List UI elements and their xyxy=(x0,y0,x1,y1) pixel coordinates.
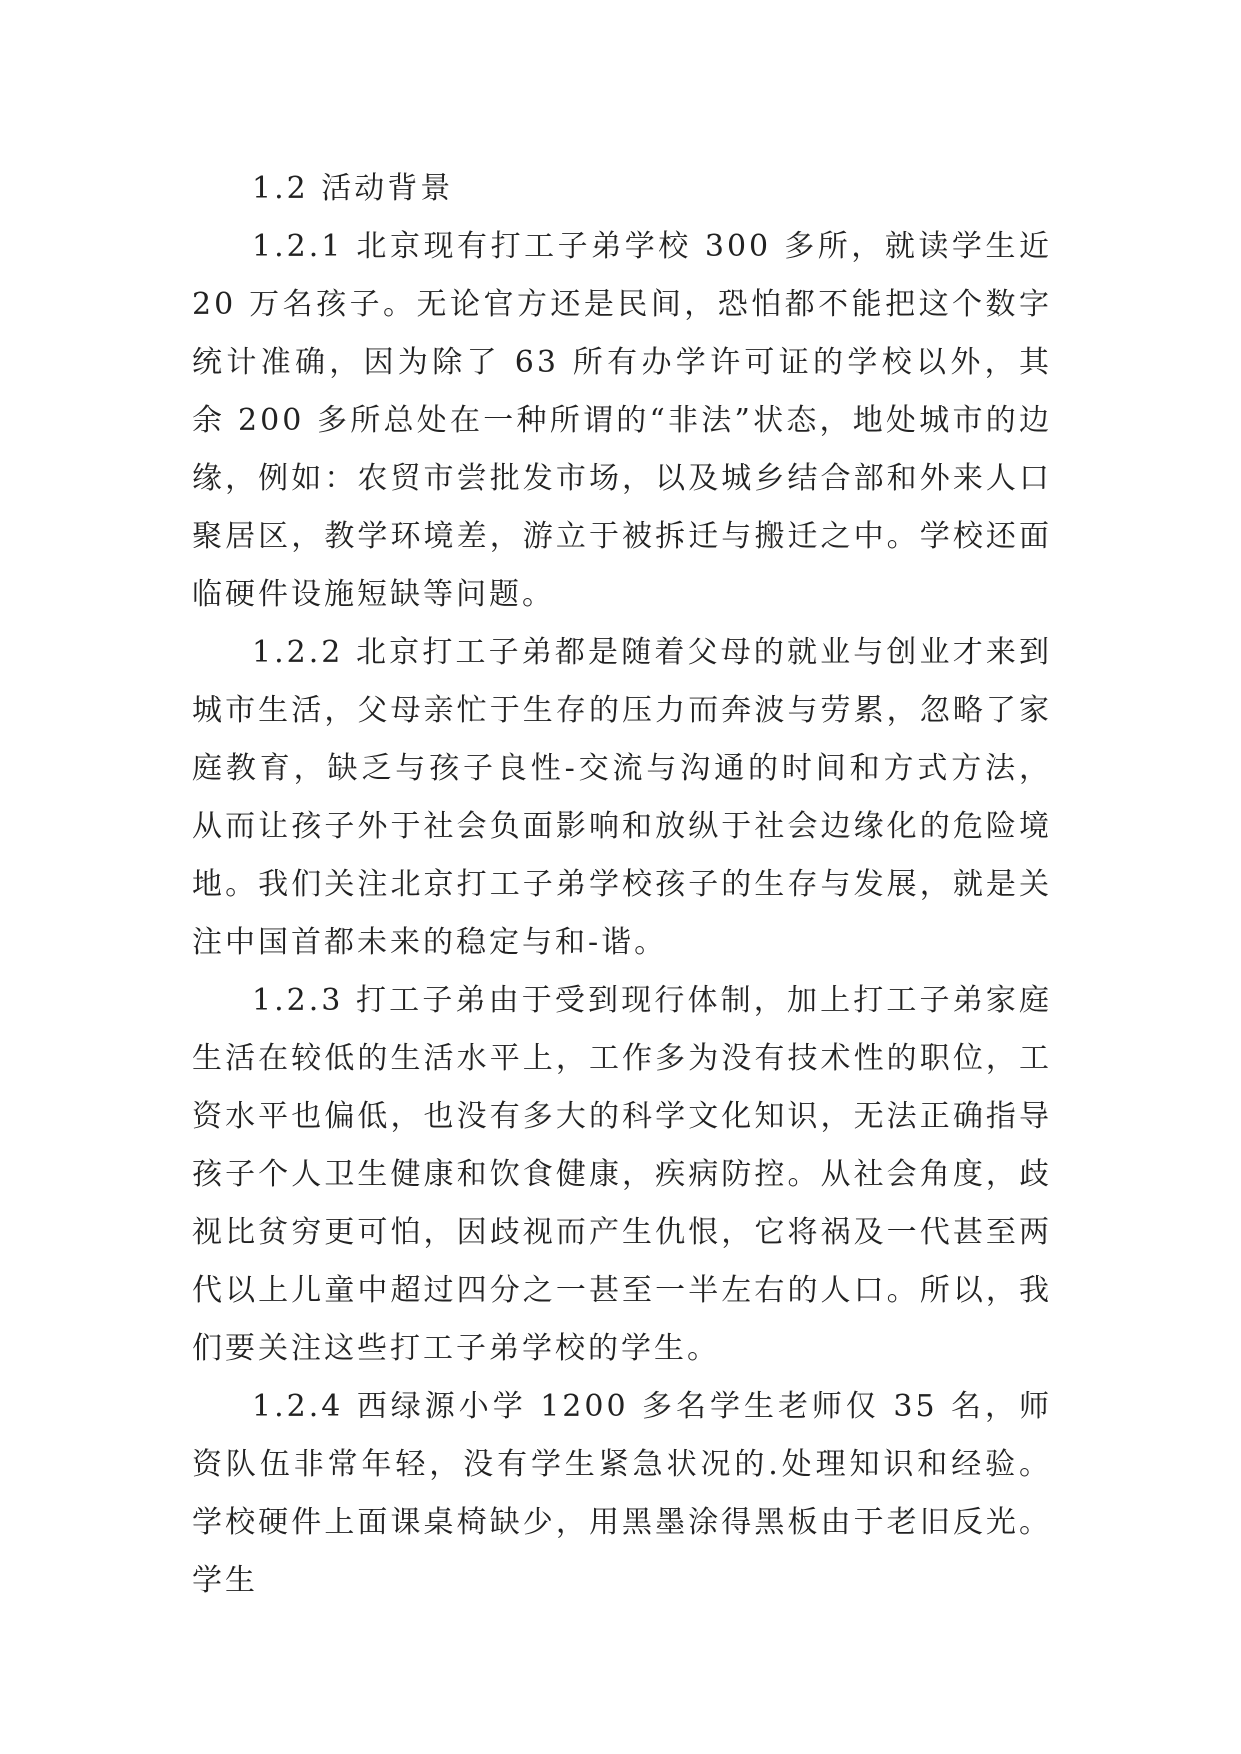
paragraph-1-2-2: 1.2.2 北京打工子弟都是随着父母的就业与创业才来到城市生活，父母亲忙于生存的压力而奔波与劳累，忽略了家庭教育，缺乏与孩子良性-交流与沟通的时间和方式方法，从而让孩子外于社会负面影响和放纵于社会边缘化的危险境地。我们关注北京打工子弟学校孩子的生存与发展，就是关注中国首都未来的稳定与和-谐。 xyxy=(192,635,1052,960)
paragraph-1-2-1: 1.2.1 北京现有打工子弟学校 300 多所，就读学生近 20 万名孩子。无论官方还是民间，恐怕都不能把这个数字统计准确，因为除了 63 所有办学许可证的学校以外，其余 200 多所总处在一种所谓的“非法”状态，地处城市的边缘，例如：农贸市尝批发市场，以及城乡结合部和外来人口聚居区，教学环境差，游立于被拆迁与搬迁之中。学校还面临硬件设施短缺等问题。 xyxy=(192,229,1052,612)
paragraph-1-2-4: 1.2.4 西绿源小学 1200 多名学生老师仅 35 名，师资队伍非常年轻，没有学生紧急状况的.处理知识和经验。学校硬件上面课桌椅缺少，用黑墨涂得黑板由于老旧反光。学生 xyxy=(192,1389,1052,1598)
document-body xyxy=(192,160,1052,1610)
section-heading: 1.2 活动背景 xyxy=(252,171,454,206)
paragraph-1-2-3: 1.2.3 打工子弟由于受到现行体制，加上打工子弟家庭生活在较低的生活水平上，工作多为没有技术性的职位，工资水平也偏低，也没有多大的科学文化知识，无法正确指导孩子个人卫生健康和饮食健康，疾病防控。从社会角度，歧视比贫穷更可怕，因歧视而产生仇恨，它将祸及一代甚至两代以上儿童中超过四分之一甚至一半左右的人口。所以，我们要关注这些打工子弟学校的学生。 xyxy=(192,983,1052,1366)
